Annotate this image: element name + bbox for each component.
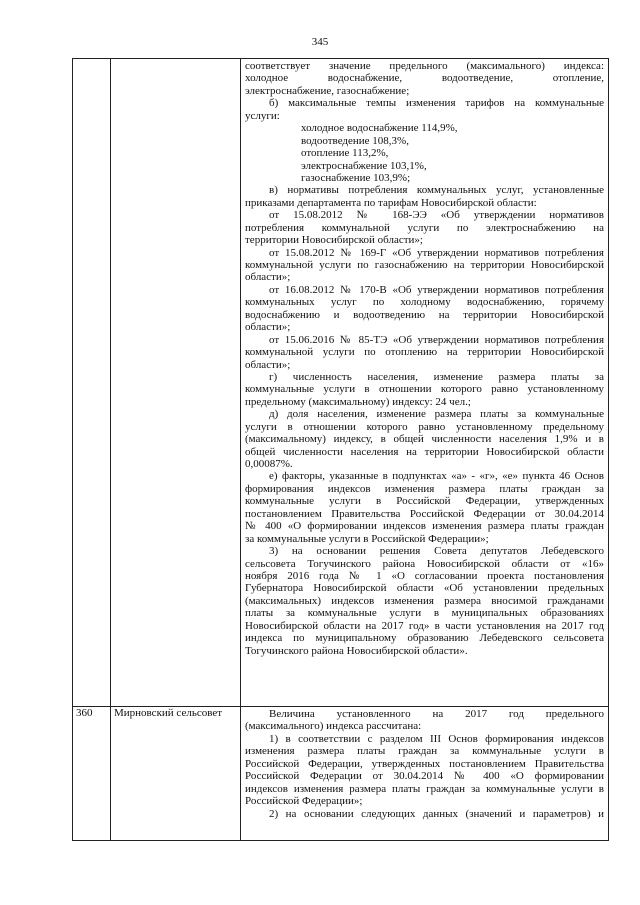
text-line: Российской Федерации, утвержденных постановлением Правительства: [245, 757, 604, 770]
text-line: коммунальные услуги в отношении которого равно установленному: [245, 383, 604, 396]
text-line: газоснабжение 103,9%;: [301, 171, 411, 184]
row-description: [241, 59, 609, 707]
text-line: Новосибирской области на 2017 год» в части установления на 2017 год: [245, 619, 604, 632]
text-line: коммунальной услуги по газоснабжению на территории Новосибирской: [245, 259, 604, 271]
text-line: приказами департамента по тарифам Новосибирской области:: [245, 196, 537, 209]
municipality-name: [111, 59, 241, 707]
municipality-name: Мирновский сельсовет: [111, 707, 241, 841]
text-line: соответствует значение предельного (максимального) индекса:: [245, 60, 604, 72]
document-table: [72, 58, 609, 841]
text-line: коммунальные услуги в Российской Федерации, утвержденных: [245, 495, 604, 508]
text-line: услуги в отношении которого равно установленному предельному: [245, 420, 604, 433]
text-line: от 16.08.2012 № 170-В «Об утверждении нормативов потребления: [269, 283, 604, 296]
text-line: ноября 2016 года № 1 «О согласовании проекта постановления: [245, 569, 604, 582]
text-line: холодное водоснабжение 114,9%,: [301, 122, 458, 135]
row-number: [73, 59, 111, 707]
text-line: в) нормативы потребления коммунальных услуг, установленные: [269, 184, 604, 197]
text-line: предельному (максимальному) индексу: 24 чел.;: [245, 395, 471, 408]
text-line: Российской Федерации от 30.04.2014 № 400 «О формировании: [245, 770, 604, 783]
text-line: общей численности населения на территории Новосибирской области: [245, 445, 604, 458]
page-number: 345: [311, 36, 329, 48]
text-line: изменения размера платы граждан за коммунальные услуги в: [245, 745, 604, 758]
text-line: формирования индексов изменения размера платы граждан за: [245, 482, 604, 495]
text-line: от 15.08.2012 № 168-ЭЭ «Об утверждении нормативов: [269, 209, 604, 222]
text-line: области»;: [245, 321, 291, 334]
text-line: Тогучинского района Новосибирской области».: [245, 644, 468, 657]
text-line: холодное водоснабжение, водоотведение, отопление,: [245, 72, 604, 85]
text-line: Российской Федерации»;: [245, 795, 363, 808]
text-line: отопление 113,2%,: [301, 147, 389, 160]
text-line: от 15.08.2012 № 169-Г «Об утверждении нормативов потребления: [269, 246, 604, 259]
text-line: Величина установленного на 2017 год предельного: [269, 708, 604, 720]
text-line: д) доля населения, изменение размера платы за коммунальные: [269, 408, 604, 421]
text-line: от 15.06.2016 № 85-ТЭ «Об утверждении нормативов потребления: [269, 333, 604, 346]
row-number: 360: [73, 707, 111, 841]
text-line: электроснабжение 103,1%,: [301, 159, 427, 172]
table-row: [73, 707, 609, 841]
text-line: Губернатора Новосибирской области «Об установлении предельных: [245, 582, 604, 595]
text-line: постановлением Правительства Российской Федерации от 30.04.2014: [245, 507, 604, 520]
text-line: 1) в соответствии с разделом III Основ формирования индексов: [269, 732, 604, 745]
text-line: области»;: [245, 271, 291, 284]
text-line: г) численность населения, изменение размера платы за: [269, 370, 604, 383]
text-line: № 400 «О формировании индексов изменения размера платы граждан: [245, 520, 604, 533]
text-line: области»;: [245, 358, 291, 371]
text-line: 0,00087%.: [245, 458, 293, 470]
text-line: потребления коммунальной услуги по электроснабжению на: [245, 221, 604, 234]
table-row: [73, 59, 609, 707]
text-line: водоснабжению и водоотведению на территории Новосибирской: [245, 308, 604, 321]
text-line: 2) на основании следующих данных (значений и параметров) и: [269, 807, 604, 820]
text-line: индексов изменения размера платы граждан за коммунальные услуги в: [245, 782, 604, 795]
text-line: электроснабжение, газоснабжение;: [245, 84, 410, 97]
row-description: [241, 707, 609, 841]
text-line: за коммунальные услуги в Российской Федерации»;: [245, 532, 489, 545]
text-line: индекса по муниципальному образованию Лебедевского сельсовета: [245, 632, 604, 645]
text-line: (максимальному) индексу, в общей численности населения 1,9% и в: [245, 433, 604, 446]
text-line: (максимального) индекса рассчитана:: [245, 720, 422, 733]
text-line: б) максимальные темпы изменения тарифов на коммунальные: [269, 97, 604, 110]
text-line: водоотведение 108,3%,: [301, 134, 409, 147]
text-line: е) факторы, указанные в подпунктах «а» - «г», «е» пункта 46 Основ: [269, 470, 604, 483]
text-line: коммунальных услуг по холодному водоснабжению, горячему: [245, 296, 604, 309]
text-line: (максимальных) индексов изменения размера вносимой гражданами: [245, 594, 604, 607]
text-line: платы за коммунальные услуги в муниципальных образованиях: [245, 607, 604, 620]
text-line: услуги:: [245, 109, 280, 122]
text-line: сельсовета Тогучинского района Новосибирской области от «16»: [245, 557, 604, 570]
text-line: 3) на основании решения Совета депутатов Лебедевского: [269, 545, 604, 558]
text-line: коммунальной услуги по отоплению на территории Новосибирской: [245, 346, 604, 359]
text-line: территории Новосибирской области»;: [245, 234, 423, 247]
